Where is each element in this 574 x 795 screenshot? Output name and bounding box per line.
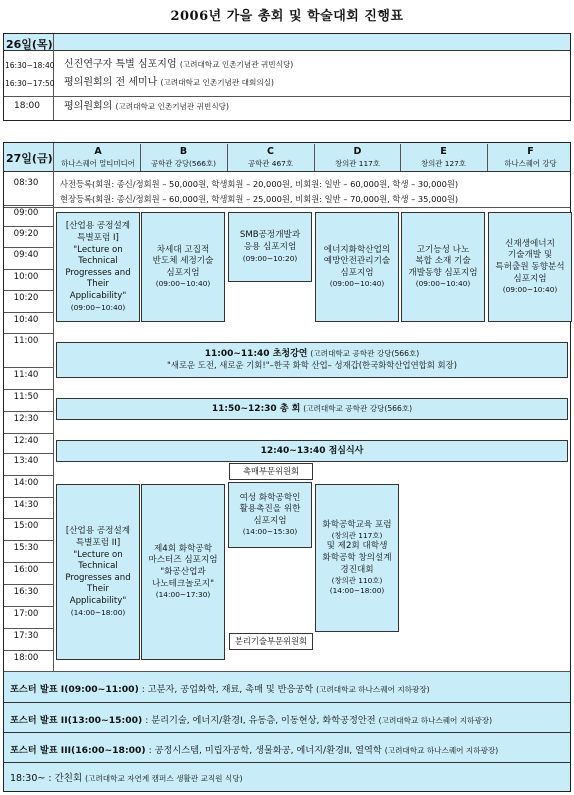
time-label: 11:40 (13, 370, 39, 380)
reception-label: : 간친회 (48, 773, 83, 784)
session-a-morning (56, 212, 140, 322)
session-line: 나노테크놀로지" (151, 578, 215, 589)
time-label: 15:00 (13, 521, 39, 531)
time-row-divider (4, 475, 54, 476)
session-line: (14:00~18:00) (70, 607, 126, 617)
day26-event-1-place: (고려대학교 인촌기념관 귀빈식당) (179, 60, 294, 69)
column-header-a (55, 144, 141, 171)
time-row-divider (4, 497, 54, 498)
catalysis-committee (229, 463, 313, 480)
day26-label: 26일(목) (6, 38, 53, 51)
day26-event-1-title: 신진연구자 특별 심포지엄 (64, 59, 177, 70)
time-row-divider (4, 540, 54, 541)
session-line: 에너지화학산업의 (323, 244, 391, 255)
session-e-morning (401, 212, 485, 322)
time-label: 14:00 (13, 478, 39, 488)
session-line: 응용 심포지엄 (243, 242, 297, 252)
time-row-divider (4, 562, 54, 563)
lunch-text: 12:40~13:40 점심식사 (260, 445, 364, 456)
separation-committee (229, 633, 313, 650)
session-line: (14:00~18:00) (329, 586, 385, 596)
column-room: 창의관 127호 (420, 158, 466, 168)
session-line: 개발동향 심포지엄 (408, 267, 478, 278)
column-header-b (140, 144, 226, 171)
poster-row (4, 732, 570, 762)
day27-time-divider (53, 143, 54, 671)
session-line: 및 제2회 대학생 (326, 541, 388, 552)
time-label: 09:00 (13, 208, 39, 218)
session-line: (14:00~15:30) (242, 527, 298, 537)
session-line: 경진대회 (340, 564, 374, 575)
column-room: 하나스퀘어 멀티미디어 (61, 158, 135, 168)
poster-text (10, 681, 430, 695)
time-label: 10:20 (13, 293, 39, 303)
column-room: 하나스퀘어 강당 (504, 158, 557, 168)
column-letter: E (440, 146, 447, 158)
time-row-divider (4, 247, 54, 248)
poster-place: (고려대학교 하나스퀘어 지하광장) (316, 685, 430, 694)
reception-text (10, 770, 243, 784)
time-row-divider (4, 584, 54, 585)
time-label: 11:00 (13, 336, 39, 346)
session-line: Technical (78, 256, 118, 267)
session-line: SMB공정개발과 (239, 230, 301, 241)
session-line: 예방안전관리기술 (323, 256, 391, 267)
session-d-morning (315, 212, 399, 322)
time-row-divider (4, 433, 54, 434)
poster-label: 포스터 발표 II(13:00~15:00) (10, 715, 143, 726)
session-line: (14:00~17:30) (155, 590, 211, 600)
registration-divider (4, 207, 570, 208)
time-label: 08:30 (13, 178, 39, 188)
session-line: (09:00~10:40) (155, 279, 211, 289)
day26-divider (53, 34, 54, 120)
time-row-divider (4, 312, 54, 313)
day26-row-divider (4, 96, 570, 97)
session-line: 화학공학교육 포럼 (322, 519, 392, 530)
time-label: 15:30 (13, 543, 39, 553)
session-line: "Lecture on (73, 244, 123, 255)
time-label: 09:20 (13, 229, 39, 239)
session-b-morning (141, 212, 225, 322)
column-letter: B (179, 146, 188, 158)
session-line: Technical (78, 561, 118, 572)
day26-event-3-place: (고려대학교 인촌기념관 귀빈식당) (115, 102, 229, 111)
session-line: 화학공학 창의설계 (322, 553, 392, 563)
day26-event-1 (64, 58, 293, 72)
session-line: 특허출원 동향분석 (495, 262, 565, 272)
time-label: 17:00 (13, 609, 39, 619)
time-row-divider (4, 205, 54, 206)
time-row-divider (4, 367, 54, 368)
session-line: (09:00~10:40) (415, 279, 471, 289)
poster-row (4, 672, 570, 702)
time-label: 17:30 (13, 631, 39, 641)
column-room: 공학관 467호 (247, 158, 293, 168)
day26-time-2: 16:30~17:50 (5, 79, 55, 88)
page-title: 2006년 가을 총회 및 학술대회 진행표 (170, 9, 404, 24)
poster-label: 포스터 발표 I(09:00~11:00) (10, 684, 139, 695)
session-line: 여성 화학공학인 (239, 492, 301, 503)
session-line: (09:00~10:40) (70, 302, 126, 312)
column-letter: C (267, 146, 274, 158)
time-label: 12:30 (13, 414, 39, 424)
column-header-f (487, 144, 573, 171)
day26-event-2-place: (고려대학교 인촌기념관 대회의실) (160, 78, 274, 87)
time-row-divider (4, 226, 54, 227)
day27-label: 27일(금) (6, 152, 53, 165)
poster-label: 포스터 발표 III(16:00~18:00) (10, 745, 146, 756)
time-row-divider (4, 411, 54, 412)
registration-onsite: 현장등록(회원: 종신/정회원 – 60,000원, 학생회원 – 25,000원, 비회원: 일반 – 70,000원, 학생 – 35,000원) (60, 194, 459, 204)
day26-header-band (4, 34, 570, 51)
lunch-box (56, 440, 568, 462)
poster-text (10, 742, 498, 756)
session-line: 심포지엄 (513, 273, 547, 284)
session-line: (09:00~10:40) (502, 285, 558, 295)
general-assembly-time: 11:50~12:30 총 회 (211, 403, 301, 414)
session-line: 심포지엄 (340, 267, 374, 278)
session-line: "Lecture on (73, 549, 123, 560)
column-room: 창의관 117호 (334, 158, 380, 168)
session-line: 특별포럼 I] (77, 233, 119, 244)
time-label: 12:40 (13, 436, 39, 446)
session-line: Progresses and (65, 267, 131, 278)
time-row-divider (4, 290, 54, 291)
keynote-title: "새로운 도전, 새로운 기회!"–한국 화학 산업– 성재갑(한국화학산업연합회 회장) (167, 360, 457, 371)
column-room: 공학관 강당(566호) (150, 158, 217, 168)
session-line: 마스터즈 심포지엄 (148, 555, 218, 566)
column-letter: F (527, 146, 534, 158)
time-row-divider (4, 518, 54, 519)
session-line: 차세대 고집적 (156, 244, 210, 255)
poster-place: (고려대학교 하나스퀘어 지하광장) (384, 746, 499, 755)
session-line: 반도체 세정기술 (152, 256, 214, 267)
keynote-time: 11:00~11:40 초청강연 (204, 349, 308, 360)
time-row-divider (4, 333, 54, 334)
day26-event-2-title: 평의원회의 전 세미나 (64, 77, 158, 88)
session-d-afternoon (315, 484, 399, 632)
session-line: 고기능성 나노 (416, 244, 470, 255)
session-line: "화공산업과 (160, 567, 206, 577)
poster-topics: : 공정시스템, 미립자공학, 생물화공, 에너지/환경II, 열역학 (148, 745, 382, 756)
registration-pre: 사전등록(회원: 종신/정회원 – 50,000원, 학생회원 – 20,000원, 비회원: 일반 – 60,000원, 학생 – 30,000원) (60, 179, 459, 189)
session-line: 특별포럼 II] (75, 538, 121, 549)
session-line: 기술개발 및 (507, 250, 553, 261)
session-line: (09:00~10:40) (329, 279, 385, 289)
day26-event-3 (64, 100, 229, 114)
poster-text (10, 712, 492, 726)
separation-committee-label: 분리기술부문위원회 (234, 635, 308, 646)
time-row-divider (4, 650, 54, 651)
session-line: Their Applicability" (69, 584, 127, 606)
session-line: 복합 소재 기술 (415, 256, 471, 267)
session-line: 제4회 화학공학 (153, 543, 212, 554)
time-label: 14:30 (13, 500, 39, 510)
session-line: (창의관 110호) (331, 576, 383, 586)
session-line: Progresses and (65, 572, 131, 583)
time-row-divider (4, 628, 54, 629)
time-label: 16:00 (13, 565, 39, 575)
time-row-divider (4, 269, 54, 270)
catalysis-committee-label: 촉매부문위원회 (242, 465, 300, 476)
keynote-box (56, 342, 568, 378)
day26-event-2 (64, 76, 274, 90)
keynote-place: (고려대학교 공학관 강당(566호) (310, 349, 420, 359)
poster-topics: : 고분자, 공업화학, 재료, 촉매 및 반응공학 (141, 684, 314, 695)
session-line: [산업용 공정설계 (65, 221, 131, 232)
time-row-divider (4, 606, 54, 607)
time-label: 16:30 (13, 587, 39, 597)
day26-time-3: 18:00 (14, 101, 40, 111)
session-line: Their Applicability" (69, 279, 127, 301)
time-label: 10:00 (13, 272, 39, 282)
time-label: 09:40 (13, 250, 39, 260)
poster-place: (고려대학교 하나스퀘어 지하광장) (378, 716, 493, 725)
poster-topics: : 분리기술, 에너지/환경I, 유동층, 이동현상, 화학공정안전 (145, 715, 376, 726)
session-line: 심포지엄 (166, 267, 200, 278)
reception-place: (고려대학교 자연계 캠퍼스 생활관 교직원 식당) (85, 774, 243, 783)
session-c-morning (228, 212, 312, 282)
session-a-afternoon (56, 484, 140, 660)
column-header-e (400, 144, 486, 171)
time-row-divider (4, 453, 54, 454)
session-f-morning (488, 212, 572, 322)
time-row-divider (4, 389, 54, 390)
reception-time: 18:30~ (10, 773, 46, 784)
column-header-d (314, 144, 400, 171)
time-label: 18:00 (13, 653, 39, 663)
general-assembly-box (56, 398, 568, 420)
column-letter: A (94, 146, 102, 158)
day26-event-3-title: 평의원회의 (64, 101, 113, 112)
poster-row (4, 702, 570, 732)
session-line: (09:00~10:20) (242, 253, 298, 263)
time-label: 11:50 (13, 392, 39, 402)
time-label: 10:40 (13, 315, 39, 325)
session-line: 신재생에너지 (505, 238, 555, 249)
day26-time-1: 16:30~18:40 (5, 61, 55, 70)
time-label: 13:40 (13, 456, 39, 466)
general-assembly-place: (고려대학교 공학관 강당(566호) (303, 403, 413, 413)
session-c-afternoon (228, 482, 312, 548)
column-header-c (227, 144, 313, 171)
session-line: [산업용 공정설계 (65, 526, 131, 537)
column-letter: D (353, 146, 362, 158)
session-line: 활용촉진을 위한 (239, 504, 301, 515)
session-line: 심포지엄 (253, 515, 287, 526)
session-line: (창의관 117호) (331, 531, 383, 541)
session-b-afternoon (141, 484, 225, 660)
